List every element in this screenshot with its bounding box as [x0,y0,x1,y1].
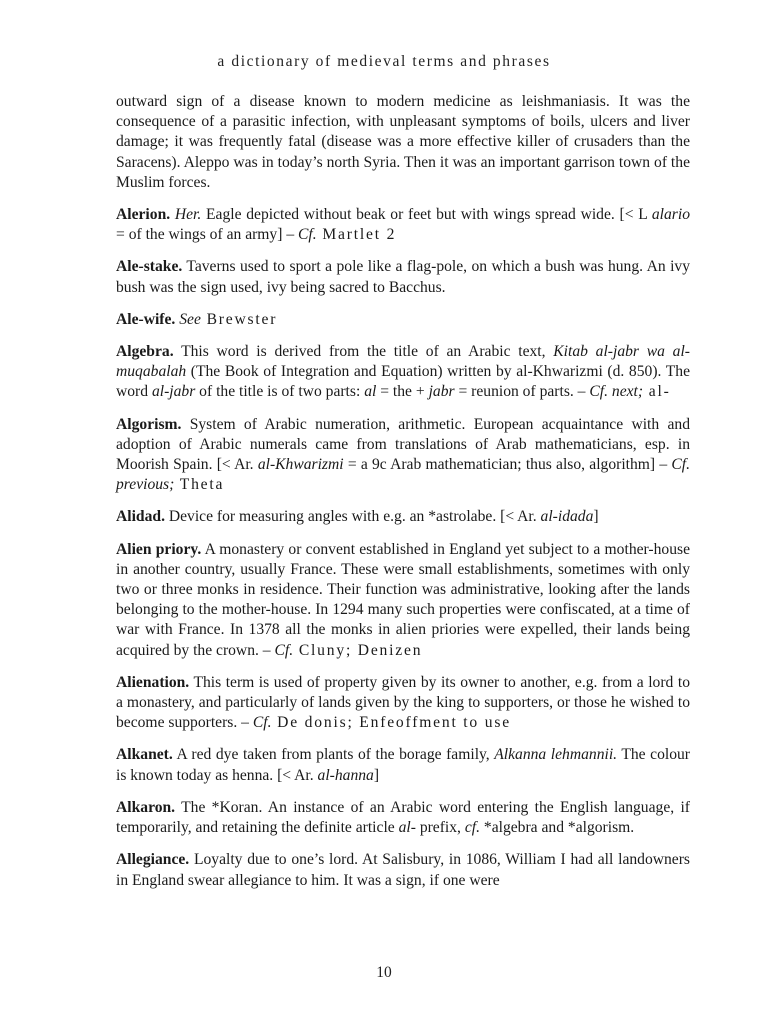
running-head: a dictionary of medieval terms and phrases [217,53,551,70]
page-number: 10 [376,964,392,981]
cross-reference-marker: Cf. previous; [116,456,691,494]
headword: Alkanet. [116,746,173,764]
headword: Alienation. [116,673,190,691]
entry-alkaron: Alkaron. The *Koran. An instance of an Arabic word entering the English language, if temporarily, and retaining the definite article al- prefix, cf. *algebra and *algorism. [116,798,690,837]
headword: Alkaron. [116,798,176,816]
entry-ale-stake: Ale-stake. Taverns used to sport a pole like a flag-pole, on which a bush was hung. An ivy bush was the sign used, ivy being sacred to Bacchus. [116,258,690,296]
entry-alerion: Alerion. Her. Eagle depicted without beak or feet but with wings spread wide. [< L alario = of the wings of an army] – Cf. Martlet 2 [116,206,690,244]
cross-reference: al- [643,383,671,401]
headword: Ale-stake. [116,258,183,276]
cross-reference-marker: Cf. [252,714,272,732]
cross-reference: Cluny; Denizen [293,641,423,659]
cross-reference-marker: Cf. [298,226,317,244]
headword: Allegiance. [116,851,190,869]
cross-reference: Martlet 2 [316,226,397,244]
entry-ale-wife [116,310,690,330]
cross-reference-marker: cf. [464,819,481,837]
entry-algebra: Algebra. This word is derived from the title of an Arabic text, Kitab al-jabr wa al-muqabalah (The Book of Integration and Equation) written by al-Khwarizmi (d. 850). The word al-jabr of the title is of two parts: al = the + jabr = reunion of parts. – Cf. next; al- [116,343,690,401]
see-marker: See [175,310,201,328]
entry-alidad: Alidad. Device for measuring angles with e.g. an *astrolabe. [< Ar. al-idada] [116,508,599,526]
cross-reference-marker: Cf. next; [589,383,644,401]
headword: Alidad. [116,508,165,526]
headword: Ale-wife. [116,310,176,328]
headword: Algorism. [116,415,182,433]
cross-reference-marker: Cf. [274,641,294,659]
continuation-paragraph: outward sign of a disease known to modern medicine as leishmaniasis. It was the consequence of a parasitic infection, with unpleasant symptoms of boils, ulcers and liver damage; it was frequently fatal (disease was a more effective killer of crusaders than the Saracens). Aleppo was in today’s north Syria. Then it was an important garrison town of the Muslim forces. [116,93,690,191]
headword: Algebra. [116,343,174,361]
cross-reference: Theta [174,476,225,494]
cross-reference: Brewster [200,310,278,328]
entry-alkanet: Alkanet. A red dye taken from plants of the borage family, Alkanna lehmannii. The colour is known today as henna. [< Ar. al-hanna] [116,746,690,784]
entry-alienation: Alienation. This term is used of property given by its owner to another, e.g. from a lord to a monastery, and particularly of lands given by the king to supporters, or those he wished to become supporters. – Cf. De donis; Enfeoffment to use [116,673,690,732]
abbreviation: Her. [174,206,202,224]
entry-allegiance: Allegiance. Loyalty due to one’s lord. At Salisbury, in 1086, William I had all landowners in England swear allegiance to him. It was a sign, if one were [116,851,690,889]
page-body [116,92,690,903]
entry-alien-priory: Alien priory. A monastery or convent established in England yet subject to a mother-house in another country, usually France. These were small establishments, sometimes with only two or three monks in residence. Their function was administrative, looking after the lands belonging to the mother-house. In 1294 many such properties were confiscated, at a time of war with France. In 1378 all the monks in alien priories were expelled, their lands being acquired by the crown. – Cf. Cluny; Denizen [116,540,690,659]
headword: Alerion. [116,206,171,224]
cross-reference: De donis; Enfeoffment to use [271,714,511,732]
entry-algorism: Algorism. System of Arabic numeration, arithmetic. European acquaintance with and adoption of Arabic numerals came from translations of Arab mathematicians, esp. in Moorish Spain. [< Ar. al-Khwarizmi = a 9c Arab mathematician; thus also, algorithm] – Cf. previous; Theta [116,415,691,494]
headword: Alien priory. [116,540,202,558]
